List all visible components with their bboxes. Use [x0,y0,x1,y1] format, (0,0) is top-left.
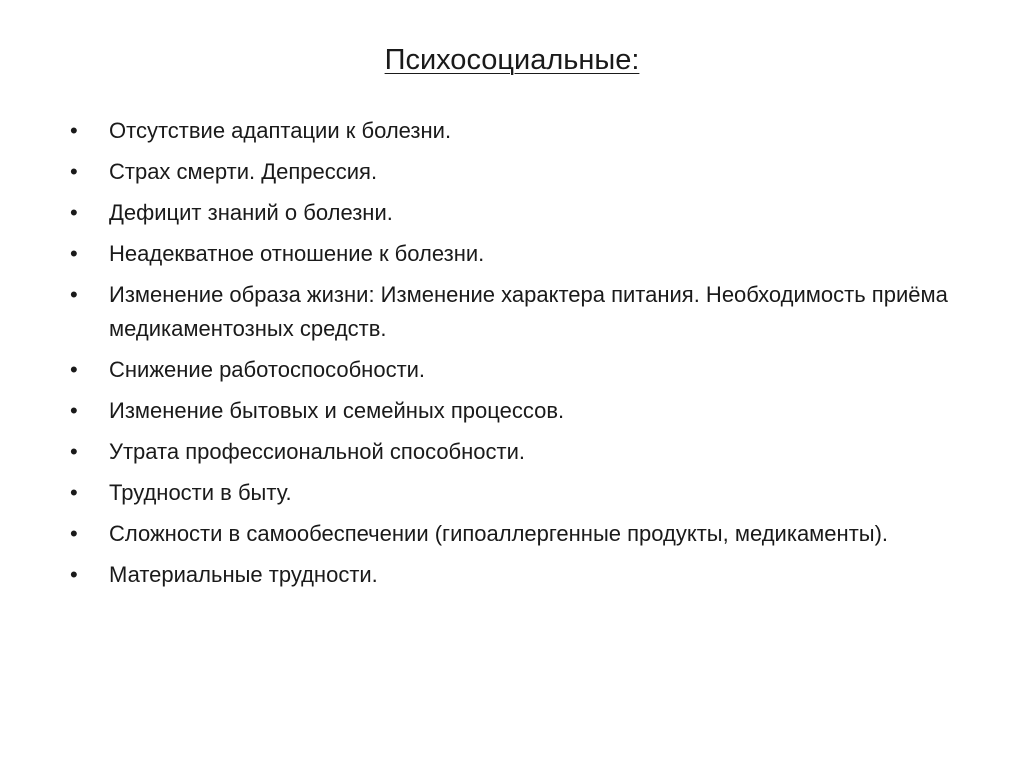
list-item-text: Изменение бытовых и семейных процессов. [109,398,565,423]
bullet-icon: • [70,439,78,464]
bullet-icon: • [70,562,78,587]
bullet-icon: • [70,241,78,266]
list-item-text: Дефицит знаний о болезни. [109,200,393,225]
list-item [70,394,970,428]
list-item [70,353,970,387]
list-item-text: Изменение образа жизни: Изменение характера питания. Необходимость приёма медикаментозных средств. [109,282,948,341]
bullet-icon: • [70,357,78,382]
bullet-icon: • [70,398,78,423]
bullet-icon: • [70,118,78,143]
list-item [70,558,970,592]
list-item-text: Сложности в самообеспечении (гипоаллергенные продукты, медикаменты). [109,521,889,546]
list-item [70,517,970,551]
list-item [70,155,970,189]
bullet-icon: • [70,521,78,546]
list-item-text: Снижение работоспособности. [109,357,426,382]
list-item-text: Страх смерти. Депрессия. [109,159,378,184]
bullet-list [70,114,970,599]
list-item-text: Утрата профессиональной способности. [109,439,526,464]
list-item-text: Материальные трудности. [109,562,378,587]
list-item [70,237,970,271]
bullet-icon: • [70,200,78,225]
bullet-icon: • [70,282,78,307]
list-item [70,114,970,148]
bullet-icon: • [70,480,78,505]
slide-title: Психосоциальные: [384,44,640,76]
list-item [70,278,970,346]
list-item [70,435,970,469]
list-item-text: Отсутствие адаптации к болезни. [109,118,452,143]
list-item [70,196,970,230]
list-item [70,476,970,510]
list-item-text: Неадекватное отношение к болезни. [109,241,485,266]
list-item-text: Трудности в быту. [109,480,292,505]
bullet-icon: • [70,159,78,184]
